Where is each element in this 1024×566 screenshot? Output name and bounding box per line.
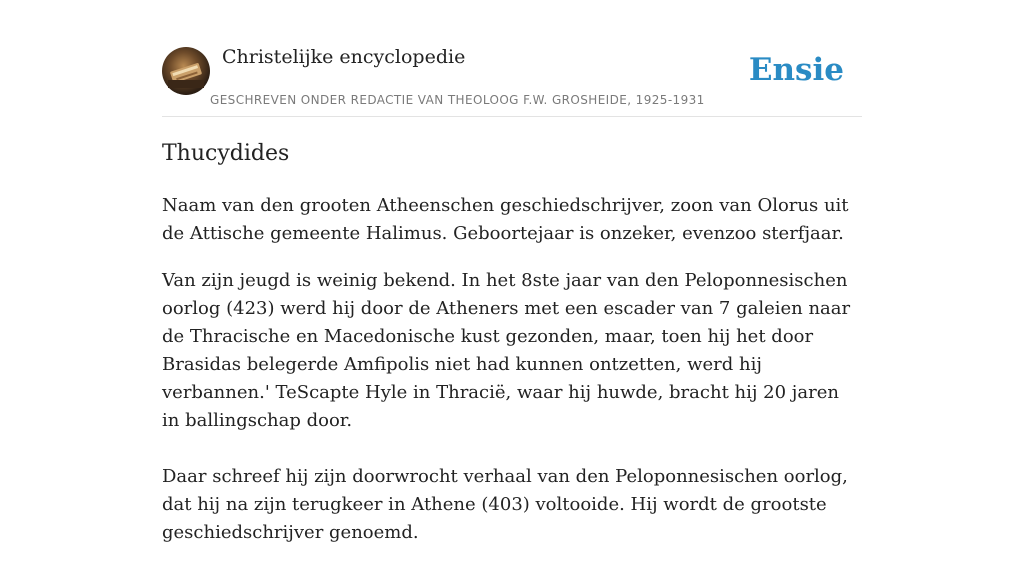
article-paragraph: Daar schreef hij zijn doorwrocht verhaal van den Peloponnesischen oorlog, dat hij na zijn terugkeer in Athene (403) voltooide. Hij wordt de grootste geschiedschrijver genoemd. [162, 466, 848, 543]
source-header [162, 44, 862, 117]
article-paragraph: Van zijn jeugd is weinig bekend. In het 8ste jaar van den Peloponnesischen oorlog (423) werd hij door de Atheners met een escader van 7 galeien naar de Thracische en Macedonische kust gezonden, maar, toen hij het door Brasidas belegerde Amfipolis niet had kunnen ontzetten, werd hij verbannen.' TeScapte Hyle in Thracië, waar hij huwde, bracht hij 20 jaren in ballingschap door. [162, 270, 851, 431]
article-paragraph: Naam van den grooten Atheenschen geschiedschrijver, zoon van Olorus uit de Attische gemeente Halimus. Geboortejaar is onzeker, evenzoo sterfjaar. [162, 195, 849, 244]
source-subtitle: GESCHREVEN ONDER REDACTIE VAN THEOLOOG F.W. GROSHEIDE, 1925-1931 [210, 93, 705, 107]
article [162, 138, 852, 566]
paragraph-spacer [162, 435, 852, 463]
source-avatar[interactable] [162, 47, 210, 95]
article-title: Thucydides [162, 141, 290, 166]
source-title[interactable]: Christelijke encyclopedie [222, 46, 466, 68]
book-photo-icon [162, 47, 210, 95]
ensie-logo[interactable]: Ensie [748, 52, 844, 88]
